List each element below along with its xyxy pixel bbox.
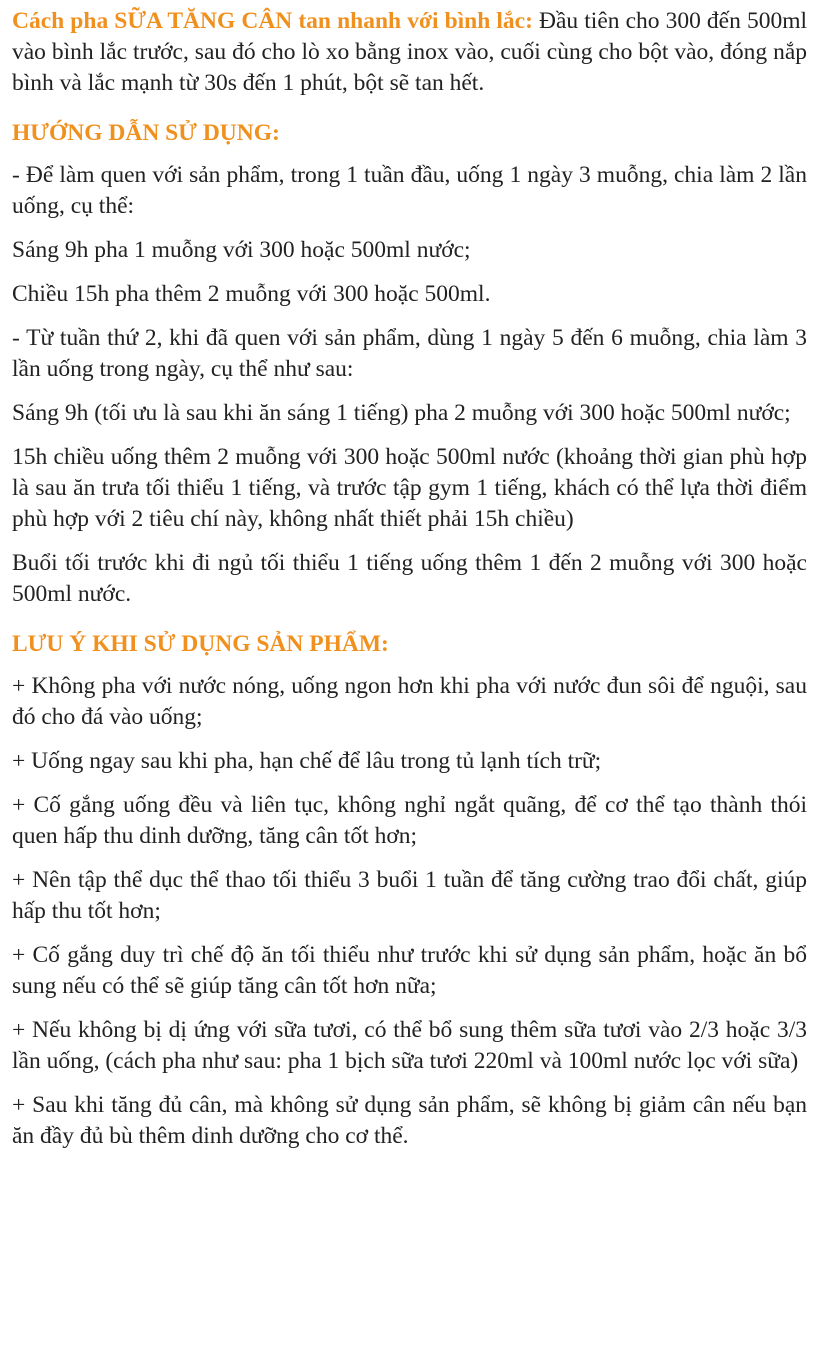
notes-paragraph: + Nếu không bị dị ứng với sữa tươi, có thể bổ sung thêm sữa tươi vào 2/3 hoặc 3/3 lần uống, (cách pha như sau: pha 1 bịch sữa tươi 220ml và 100ml nước lọc với sữa) — [12, 1017, 807, 1074]
usage-paragraph: - Để làm quen với sản phẩm, trong 1 tuần đầu, uống 1 ngày 3 muỗng, chia làm 2 lần uống, cụ thể: — [12, 162, 807, 219]
usage-paragraph: Sáng 9h (tối ưu là sau khi ăn sáng 1 tiếng) pha 2 muỗng với 300 hoặc 500ml nước; — [12, 400, 791, 426]
intro-text: Đầu tiên cho 300 đến 500ml vào bình lắc trước, sau đó cho lò xo bằng inox vào, cuối cùng cho bột vào, đóng nắp bình và lắc mạnh từ 30s đến 1 phút, bột sẽ tan hết. — [12, 8, 807, 96]
usage-paragraph: - Từ tuần thứ 2, khi đã quen với sản phẩm, dùng 1 ngày 5 đến 6 muỗng, chia làm 3 lần uống trong ngày, cụ thể như sau: — [12, 325, 807, 382]
usage-paragraph: 15h chiều uống thêm 2 muỗng với 300 hoặc 500ml nước (khoảng thời gian phù hợp là sau ăn trưa tối thiểu 1 tiếng, và trước tập gym 1 tiếng, khách có thể lựa thời điểm phù hợp với 2 tiêu chí này, không nhất thiết phải 15h chiều) — [12, 444, 807, 532]
notes-heading: LƯU Ý KHI SỬ DỤNG SẢN PHẨM: — [12, 631, 389, 657]
usage-heading: HƯỚNG DẪN SỬ DỤNG: — [12, 120, 280, 146]
notes-paragraph: + Uống ngay sau khi pha, hạn chế để lâu trong tủ lạnh tích trữ; — [12, 748, 602, 774]
usage-paragraph: Buổi tối trước khi đi ngủ tối thiểu 1 tiếng uống thêm 1 đến 2 muỗng với 300 hoặc 500ml nước. — [12, 550, 807, 607]
notes-paragraph: + Nên tập thể dục thể thao tối thiểu 3 buổi 1 tuần để tăng cường trao đổi chất, giúp hấp thu tốt hơn; — [12, 867, 807, 924]
intro-paragraph — [12, 6, 807, 99]
notes-paragraph: + Không pha với nước nóng, uống ngon hơn khi pha với nước đun sôi để nguội, sau đó cho đá vào uống; — [12, 673, 807, 730]
intro-lead: Cách pha SỮA TĂNG CÂN tan nhanh với bình lắc: — [12, 8, 533, 34]
usage-paragraph: Sáng 9h pha 1 muỗng với 300 hoặc 500ml nước; — [12, 237, 471, 263]
notes-paragraph: + Cố gắng duy trì chế độ ăn tối thiểu như trước khi sử dụng sản phẩm, hoặc ăn bổ sung nếu có thể sẽ giúp tăng cân tốt hơn nữa; — [12, 942, 807, 999]
notes-paragraph: + Sau khi tăng đủ cân, mà không sử dụng sản phẩm, sẽ không bị giảm cân nếu bạn ăn đầy đủ bù thêm dinh dưỡng cho cơ thể. — [12, 1092, 807, 1149]
usage-paragraph: Chiều 15h pha thêm 2 muỗng với 300 hoặc 500ml. — [12, 281, 491, 307]
notes-paragraph: + Cố gắng uống đều và liên tục, không nghỉ ngắt quãng, để cơ thể tạo thành thói quen hấp thu dinh dưỡng, tăng cân tốt hơn; — [12, 792, 807, 849]
